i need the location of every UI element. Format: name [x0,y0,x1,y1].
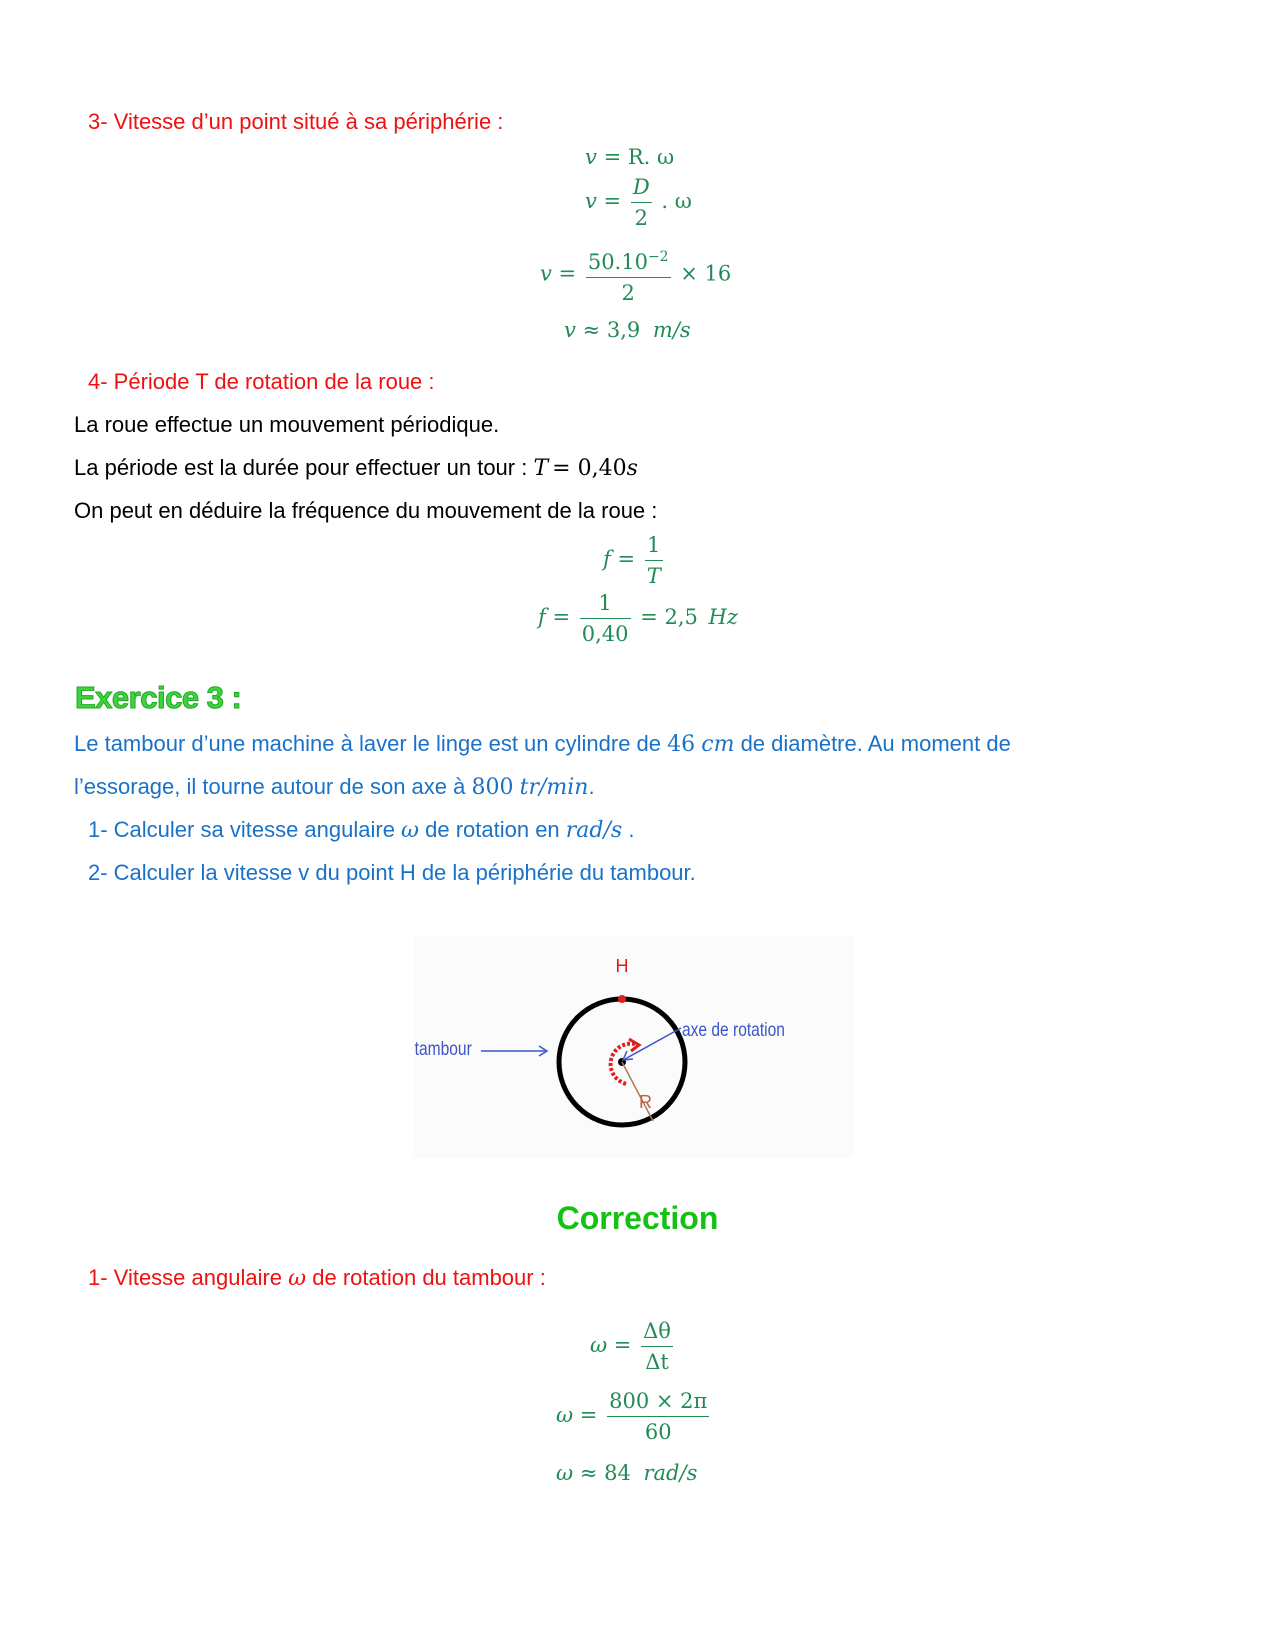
ex3-p1-num: 46 [667,732,696,757]
correction-q1-heading [88,1264,546,1293]
corr-eq3-unit: rad/s [643,1461,698,1485]
ex3-p2-text-a: l’essorage, il tourne autour de son axe à [74,774,472,799]
q4-eq2-fraction [580,588,631,649]
ex3-p1-text-a: Le tambour d’une machine à laver le linge est un cylindre de [74,731,668,756]
q3-eq1-lhs: v [585,145,597,169]
q3-eq2-num: D [632,175,650,199]
q4-eq2-lhs: f = [538,605,571,629]
q4-line2-text: La période est la durée pour effectuer un tour : [74,455,534,480]
corr-eq2-den: 60 [607,1416,709,1447]
q3-eq2-lhs: v = [585,189,622,213]
corr-eq1-den: Δt [641,1346,673,1377]
q4-eq2-num: 1 [598,591,612,615]
ex3-q1-text-b: de rotation en [419,817,566,842]
ex3-q1-text-a: 1- Calculer sa vitesse angulaire [88,817,402,842]
q4-line1: La roue effectue un mouvement périodique. [74,412,500,437]
q4-eq1 [603,530,666,591]
ex3-p2-text-b: . [588,774,595,799]
q3-eq3-num: $50.10^{-2}$ [587,249,669,274]
q4-eq2 [538,588,738,649]
exercise-3-paragraph-line1 [74,730,1011,759]
q4-eq2-unit: Hz [708,605,738,629]
q3-eq4-unit: m/s [652,318,691,342]
q4-eq2-rhs: = 2,5 [640,605,698,629]
exercise-3-question1 [88,816,634,845]
corr-eq3 [556,1461,697,1485]
q3-eq2-den: 2 [631,202,652,233]
corr-eq1 [590,1316,676,1377]
ex3-p2-unit: tr/min [519,775,589,800]
label-r: R [639,1092,652,1112]
corr-eq3-rhs: ≈ 84 [579,1461,631,1485]
q3-eq3 [540,242,731,308]
ex3-q1-unit: rad/s [565,818,623,843]
exercise-3-paragraph-line2 [74,773,595,802]
ex3-q1-text-c: . [622,817,635,842]
corr-eq3-lhs: ω [556,1461,574,1485]
corr-q1-omega: ω [288,1266,307,1291]
drum-diagram [413,936,853,1158]
q3-eq1 [585,145,674,169]
q3-eq2-rhs: . ω [661,189,692,213]
q3-eq2 [585,172,692,233]
q4-eq1-den: T [645,560,663,591]
q3-eq4 [564,318,691,342]
q3-eq2-fraction [631,172,652,233]
point-h-marker [618,995,626,1003]
corr-eq2-num: 800 × 2π [609,1389,708,1413]
corr-eq1-num: Δθ [643,1319,671,1343]
q4-line2-val: = 0,40 [552,456,627,481]
drum-figure [413,936,853,1158]
corr-eq2 [556,1386,712,1447]
label-axe-de-rotation: axe de rotation [681,1018,785,1041]
corr-q1-text-a: 1- Vitesse angulaire [88,1265,289,1290]
ex3-p1-text-b: de diamètre. Au moment de [734,731,1011,756]
q4-line2-var: T [533,456,549,481]
q4-line2-unit: s [626,456,638,481]
q4-eq1-num: 1 [647,533,661,557]
ex3-p1-unit: cm [701,732,735,757]
q3-eq1-rhs: = R. ω [603,145,675,169]
q3-heading: 3- Vitesse d’un point situé à sa périphérie : [88,109,504,134]
q4-eq1-lhs: f = [603,547,636,571]
q3-eq4-rhs: ≈ 3,9 [582,318,641,342]
ex3-p2-num: 800 [471,775,514,800]
q3-eq3-den: 2 [586,277,671,308]
corr-eq1-fraction [641,1316,673,1377]
exercise-3-title: Exercice 3 : [75,680,242,715]
correction-title: Correction [556,1200,719,1236]
corr-eq1-lhs: ω = [590,1333,632,1357]
q3-eq3-rhs: × 16 [680,261,732,286]
q4-heading: 4- Période T de rotation de la roue : [88,369,435,394]
label-tambour: tambour [414,1037,472,1060]
q4-line2 [74,454,638,483]
q4-eq2-den: 0,40 [580,618,631,649]
ex3-q1-omega: ω [401,818,419,843]
q4-eq1-fraction [645,530,663,591]
corr-eq2-lhs: ω = [556,1403,598,1427]
exercise-3-question2: 2- Calculer la vitesse v du point H de la périphérie du tambour. [88,860,696,885]
corr-eq2-fraction [607,1386,709,1447]
q4-line3: On peut en déduire la fréquence du mouvement de la roue : [74,498,658,523]
corr-q1-text-b: de rotation du tambour : [306,1265,546,1290]
q3-eq3-lhs: v = [540,261,577,286]
q3-eq4-lhs: v [564,318,576,342]
label-h: H [615,956,629,976]
q3-eq3-fraction [586,242,671,308]
